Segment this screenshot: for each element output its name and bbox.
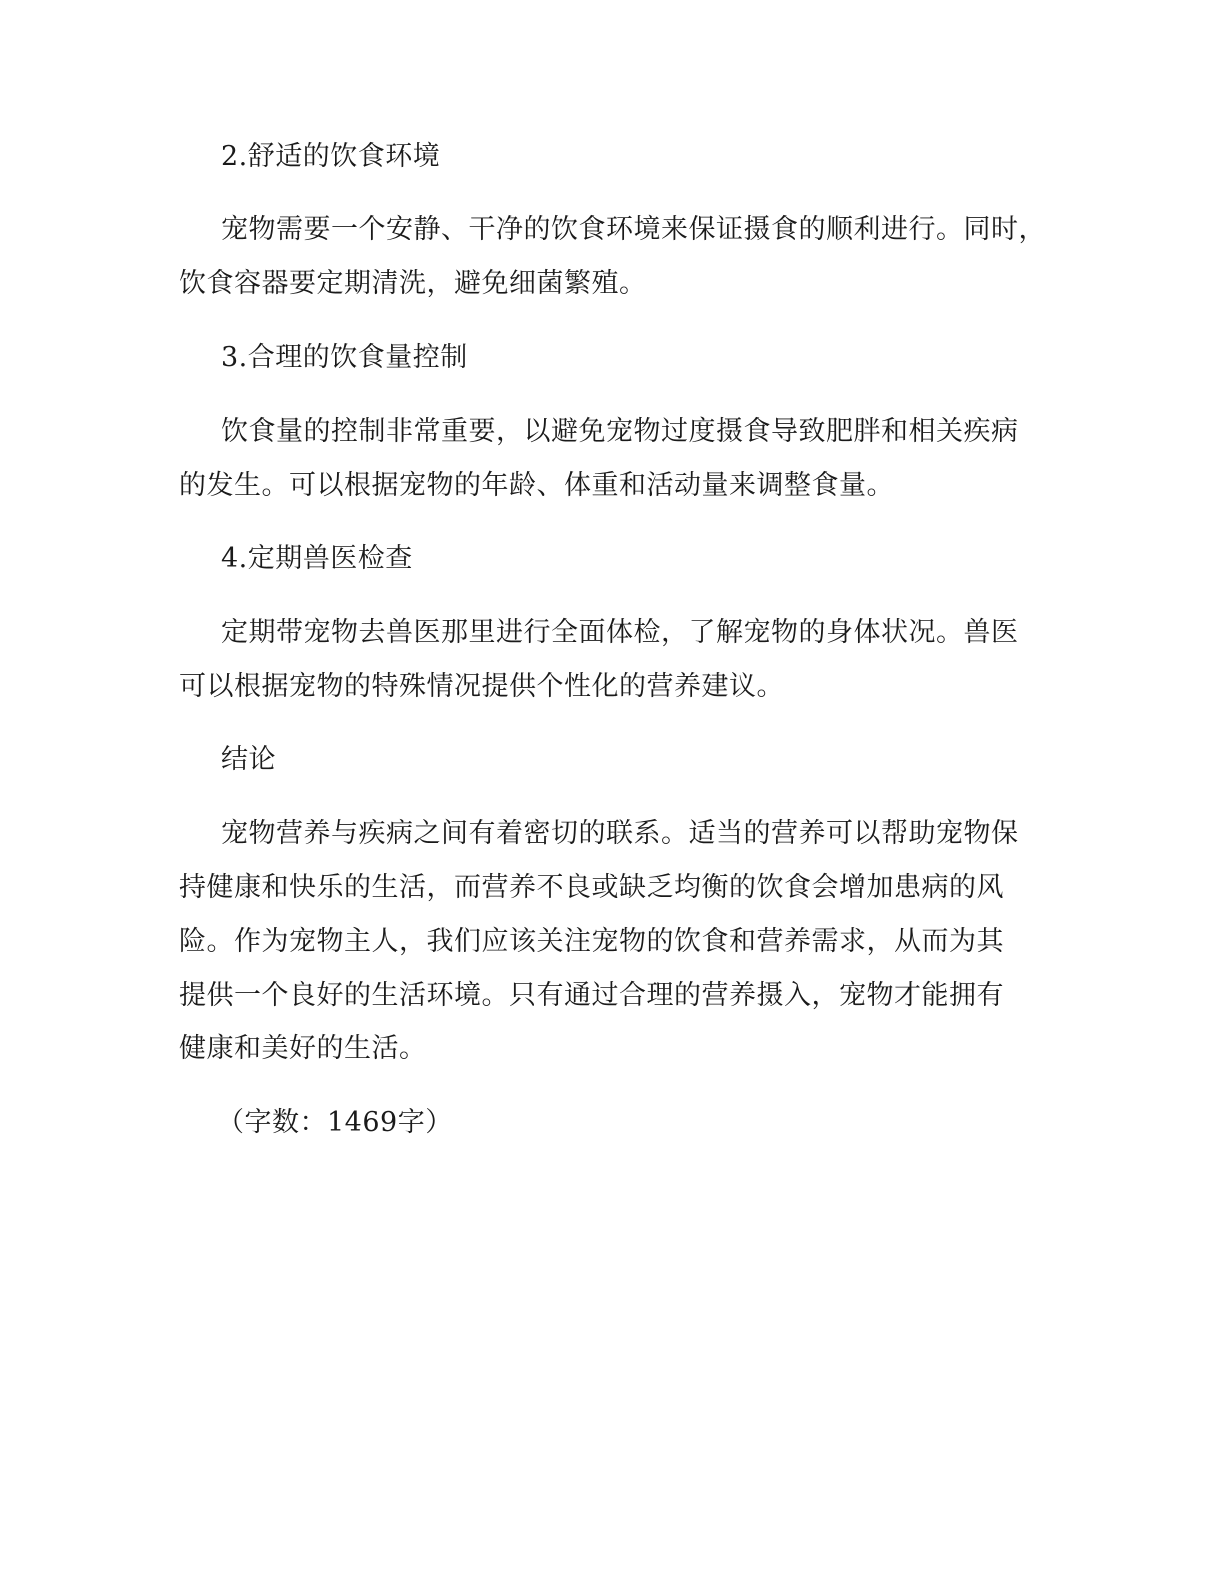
paragraph-line: 的发生。可以根据宠物的年龄、体重和活动量来调整食量。 xyxy=(179,470,894,501)
paragraph-line: 饮食量的控制非常重要，以避免宠物过度摄食导致肥胖和相关疾病 xyxy=(221,416,1019,447)
paragraph-line: 可以根据宠物的特殊情况提供个性化的营养建议。 xyxy=(179,671,784,702)
section-heading: 3.合理的饮食量控制 xyxy=(221,342,468,373)
paragraph-line: 定期带宠物去兽医那里进行全面体检，了解宠物的身体状况。兽医 xyxy=(221,617,1019,648)
paragraph-line: 饮食容器要定期清洗，避免细菌繁殖。 xyxy=(179,268,647,299)
paragraph-line: 宠物营养与疾病之间有着密切的联系。适当的营养可以帮助宠物保 xyxy=(221,818,1019,849)
paragraph-line: 持健康和快乐的生活，而营养不良或缺乏均衡的饮食会增加患病的风 xyxy=(179,872,1004,903)
paragraph-line: 宠物需要一个安静、干净的饮食环境来保证摄食的顺利进行。同时， xyxy=(221,214,1046,245)
paragraph-line: 提供一个良好的生活环境。只有通过合理的营养摄入，宠物才能拥有 xyxy=(179,980,1004,1011)
section-heading: 4.定期兽医检查 xyxy=(221,543,413,574)
paragraph-line: 险。作为宠物主人，我们应该关注宠物的饮食和营养需求，从而为其 xyxy=(179,926,1004,957)
paragraph-line: 健康和美好的生活。 xyxy=(179,1033,427,1064)
section-heading: 结论 xyxy=(221,744,276,775)
section-heading: 2.舒适的饮食环境 xyxy=(221,141,441,172)
word-count: （字数：1469字） xyxy=(217,1107,453,1138)
